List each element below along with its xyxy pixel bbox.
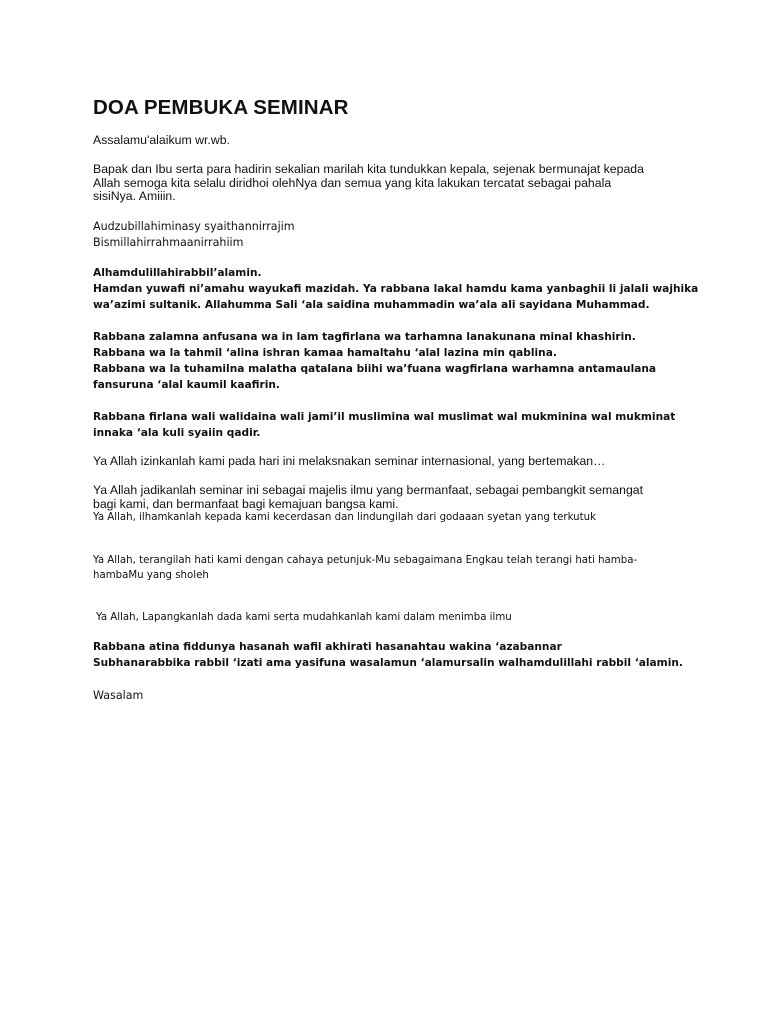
allah-line: Ya Allah, terangilah hati kami dengan cahaya petunjuk-Mu sebagaimana Engkau telah terangi hati hamba-	[93, 555, 638, 566]
taawudz-paragraph	[93, 219, 713, 251]
rabbana-line: Rabbana wa la tuhamilna malatha qatalana biihi wa’fuana wagfirlana warhamna antamaulana	[93, 363, 657, 375]
intro-line: Bapak dan Ibu serta para hadirin sekalian marilah kita tundukkan kepala, sejenak bermunajat kepada	[93, 162, 644, 176]
closing-line: Subhanarabbika rabbil ‘izati ama yasifuna wasalamun ‘alamursalin walhamdulillahi rabbil ‘alamin.	[93, 657, 683, 669]
rabbana-line: Rabbana firlana wali walidaina wali jami’il muslimina wal muslimat wal mukminina wal mukminat	[93, 411, 676, 423]
hamdalah-line: Alhamdulillahirabbil’alamin.	[93, 267, 262, 279]
hamdalah-paragraph	[93, 265, 713, 313]
taawudz-line: Bismillahirrahmaanirrahiim	[93, 236, 244, 249]
allah-paragraph-1: Ya Allah izinkanlah kami pada hari ini melaksnakan seminar internasional, yang bertemakan…	[93, 454, 606, 468]
greeting-text: Assalamu'alaikum wr.wb.	[93, 133, 230, 147]
allah-paragraph-4	[93, 554, 713, 583]
allah-line: hambaMu yang sholeh	[93, 569, 209, 581]
rabbana-paragraph-1	[93, 329, 713, 393]
rabbana-line: Rabbana wa la tahmil ‘alina ishran kamaa hamaltahu ‘alal lazina min qablina.	[93, 347, 557, 359]
hamdalah-line: Hamdan yuwafi ni’amahu wayukafi mazidah. Ya rabbana lakal hamdu kama yanbaghii li jalali wajhika	[93, 283, 699, 295]
rabbana-line: fansuruna ‘alal kaumil kaafirin.	[93, 379, 280, 391]
page-title: DOA PEMBUKA SEMINAR	[93, 96, 349, 119]
rabbana-paragraph-2	[93, 409, 713, 441]
intro-line: sisiNya. Amiiin.	[93, 189, 176, 204]
intro-line: Allah semoga kita selalu diridhoi olehNya dan semua yang kita lakukan tercatat sebagai pahala	[93, 175, 612, 190]
allah-line: Ya Allah jadikanlah seminar ini sebagai majelis ilmu yang bermanfaat, sebagai pembangkit semangat	[93, 483, 644, 497]
allah-paragraph-5: Ya Allah, Lapangkanlah dada kami serta mudahkanlah kami dalam menimba ilmu	[96, 612, 512, 623]
allah-paragraph-2	[93, 484, 693, 511]
rabbana-line: innaka ‘ala kuli syaiin qadir.	[93, 427, 261, 439]
closing-line: Rabbana atina fiddunya hasanah wafil akhirati hasanahtau wakina ‘azabannar	[93, 641, 562, 653]
taawudz-line: Audzubillahiminasy syaithannirrajim	[93, 220, 295, 233]
allah-line: bagi kami, dan bermanfaat bagi kemajuan bangsa kami.	[93, 496, 399, 511]
farewell-text: Wasalam	[93, 689, 144, 702]
closing-paragraph	[93, 639, 713, 671]
intro-paragraph	[93, 163, 693, 204]
rabbana-line: Rabbana zalamna anfusana wa in lam tagfirlana wa tarhamna lanakunana minal khashirin.	[93, 331, 636, 343]
hamdalah-line: wa’azimi sultanik. Allahumma Sali ‘ala saidina muhammadin wa’ala ali sayidana Muhammad.	[93, 299, 650, 311]
allah-paragraph-3: Ya Allah, ilhamkanlah kepada kami kecerdasan dan lindungilah dari godaaan syetan yang terkutuk	[93, 512, 596, 523]
